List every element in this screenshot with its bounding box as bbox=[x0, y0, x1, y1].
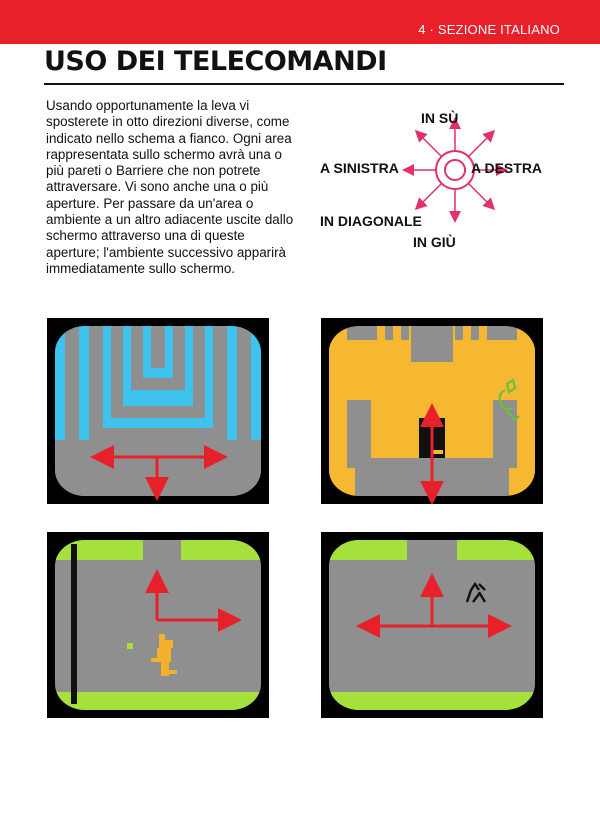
arrow-down-right bbox=[468, 183, 493, 208]
black-barrier bbox=[71, 544, 77, 704]
screen-maze-blue bbox=[47, 318, 269, 504]
label-left: A SINISTRA bbox=[320, 160, 399, 176]
instructions-text: Usando opportunamente la leva vi sposterete in otto direzioni diverse, come indicato nello schema a fianco. Ogni area rappresentata sullo schermo avrà una o più pareti o Barriere che non potrete attraversare. Vi sono anche una o più aperture. Per passare da un'area o ambiente a un altro adiacente uscite dallo schermo attraverso una di queste aperture; l'ambiente successivo apparirà immediatamente sullo schermo. bbox=[46, 98, 294, 276]
label-diagonal: IN DIAGONALE bbox=[320, 213, 422, 229]
label-right: A DESTRA bbox=[471, 160, 543, 176]
castle-gate-top bbox=[411, 318, 453, 362]
section-label: 4 · SEZIONE ITALIANO bbox=[418, 22, 560, 37]
screen-castle-gold bbox=[321, 318, 543, 504]
screen-room-dragon bbox=[47, 532, 269, 718]
label-up: IN SÙ bbox=[421, 110, 459, 126]
compass-inner-ring bbox=[445, 160, 465, 180]
castle-key bbox=[433, 450, 443, 454]
page-title: USO DEI TELECOMANDI bbox=[44, 46, 387, 77]
dot-item bbox=[127, 643, 133, 649]
title-rule bbox=[44, 83, 564, 85]
screen-room-bat bbox=[321, 532, 543, 718]
arrow-up-right bbox=[468, 132, 493, 157]
arrow-down-left bbox=[417, 183, 442, 208]
label-down: IN GIÙ bbox=[413, 234, 456, 250]
arrow-up-left bbox=[417, 132, 442, 157]
compass-outer-ring bbox=[436, 151, 474, 189]
